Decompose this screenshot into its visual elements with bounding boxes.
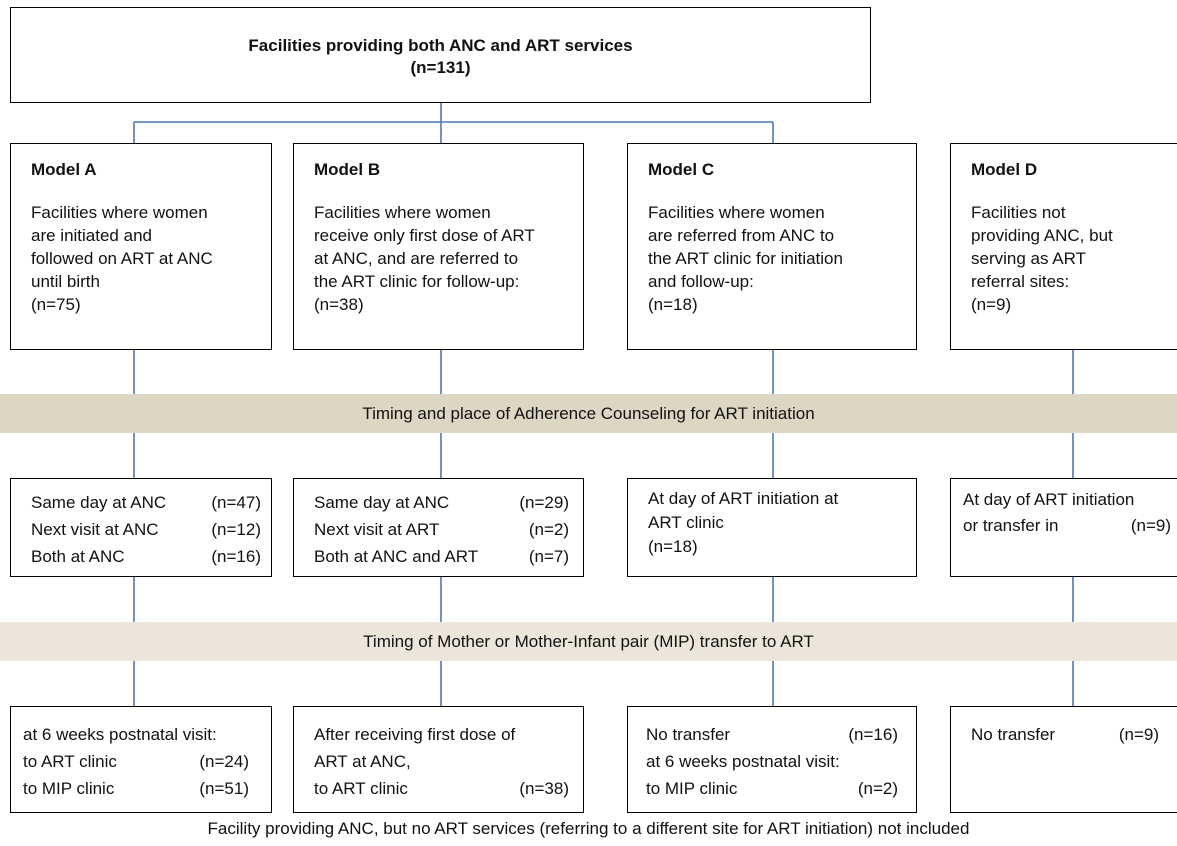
row-label: to MIP clinic (646, 779, 738, 798)
model-a-title: Model A (31, 160, 97, 179)
root-box (10, 7, 871, 103)
transfer-c-row (646, 748, 898, 775)
row-count: (n=16) (211, 547, 261, 566)
row-label: or transfer in (963, 516, 1059, 535)
counseling-d-box (950, 478, 1177, 577)
transfer-b-row (314, 721, 569, 748)
counseling-a-row (31, 516, 261, 543)
model-a-box (10, 143, 272, 350)
model-d-description: Facilities not providing ANC, but serving as ART referral sites: (n=9) (971, 203, 1113, 314)
transfer-c-row (646, 721, 898, 748)
transfer-c-box (627, 706, 917, 813)
transfer-c-row (646, 775, 898, 802)
row-label: After receiving first dose of (314, 725, 516, 744)
row-label: At day of ART initiation (963, 490, 1135, 509)
row-label: No transfer (971, 725, 1056, 744)
counseling-a-row (31, 489, 261, 516)
row-count: (n=2) (528, 520, 569, 539)
model-b-box (293, 143, 584, 350)
transfer-a-row (23, 748, 249, 775)
model-d-box (950, 143, 1177, 350)
counseling-c-box (627, 478, 917, 577)
counseling-b-row (314, 543, 569, 570)
row-count: (n=12) (211, 520, 261, 539)
model-c-title: Model C (648, 160, 715, 179)
row-label: at 6 weeks postnatal visit: (646, 752, 840, 771)
row-count: (n=24) (199, 752, 249, 771)
transfer-b-box (293, 706, 584, 813)
model-c-description: Facilities where women are referred from ANC to the ART clinic for initiation and follow-up: (n=18) (648, 203, 843, 314)
row-count: (n=9) (1130, 516, 1171, 535)
model-a-description: Facilities where women are initiated and followed on ART at ANC until birth (n=75) (31, 203, 213, 314)
transfer-a-row (23, 775, 249, 802)
row-label: Same day at ANC (31, 493, 167, 512)
transfer-a-box (10, 706, 272, 813)
transfer-b-row (314, 748, 569, 775)
transfer-a-row (23, 721, 249, 748)
row-count: (n=51) (199, 779, 249, 798)
counseling-a-row (31, 543, 261, 570)
row-count: (n=16) (848, 725, 898, 744)
counseling-band-label: Timing and place of Adherence Counseling for ART initiation (362, 403, 815, 423)
model-b-title: Model B (314, 160, 381, 179)
counseling-band (0, 394, 1177, 433)
row-label: to ART clinic (314, 779, 408, 798)
row-label: No transfer (646, 725, 731, 744)
row-label: at 6 weeks postnatal visit: (23, 725, 217, 744)
counseling-b-row (314, 489, 569, 516)
row-count: (n=29) (519, 493, 569, 512)
counseling-b-row (314, 516, 569, 543)
counseling-d-row (963, 513, 1171, 539)
transfer-b-row (314, 775, 569, 802)
footnote: Facility providing ANC, but no ART services (referring to a different site for ART initiation) not included (207, 819, 970, 838)
row-count: (n=2) (857, 779, 898, 798)
row-label: Both at ANC and ART (314, 547, 479, 566)
counseling-a-box (10, 478, 272, 577)
transfer-band (0, 622, 1177, 661)
transfer-d-box (950, 706, 1177, 813)
model-b-description: Facilities where women receive only first dose of ART at ANC, and are referred to the ART clinic for follow-up: (n=38) (314, 203, 535, 314)
row-label: Next visit at ANC (31, 520, 159, 539)
row-label: to ART clinic (23, 752, 117, 771)
row-label: to MIP clinic (23, 779, 115, 798)
row-label: Both at ANC (31, 547, 125, 566)
row-label: ART at ANC, (314, 752, 411, 771)
transfer-d-row (971, 721, 1159, 748)
row-label: Next visit at ART (314, 520, 440, 539)
counseling-d-row (963, 487, 1171, 513)
row-label: Same day at ANC (314, 493, 450, 512)
model-c-box (627, 143, 917, 350)
counseling-c-text: At day of ART initiation at ART clinic (n=18) (648, 489, 839, 556)
counseling-b-box (293, 478, 584, 577)
root-count: (n=131) (410, 58, 471, 77)
root-title: Facilities providing both ANC and ART services (248, 36, 633, 55)
row-count: (n=47) (211, 493, 261, 512)
row-count: (n=9) (1118, 725, 1159, 744)
row-count: (n=7) (528, 547, 569, 566)
row-count: (n=38) (519, 779, 569, 798)
model-d-title: Model D (971, 160, 1038, 179)
transfer-band-label: Timing of Mother or Mother-Infant pair (MIP) transfer to ART (363, 631, 814, 651)
